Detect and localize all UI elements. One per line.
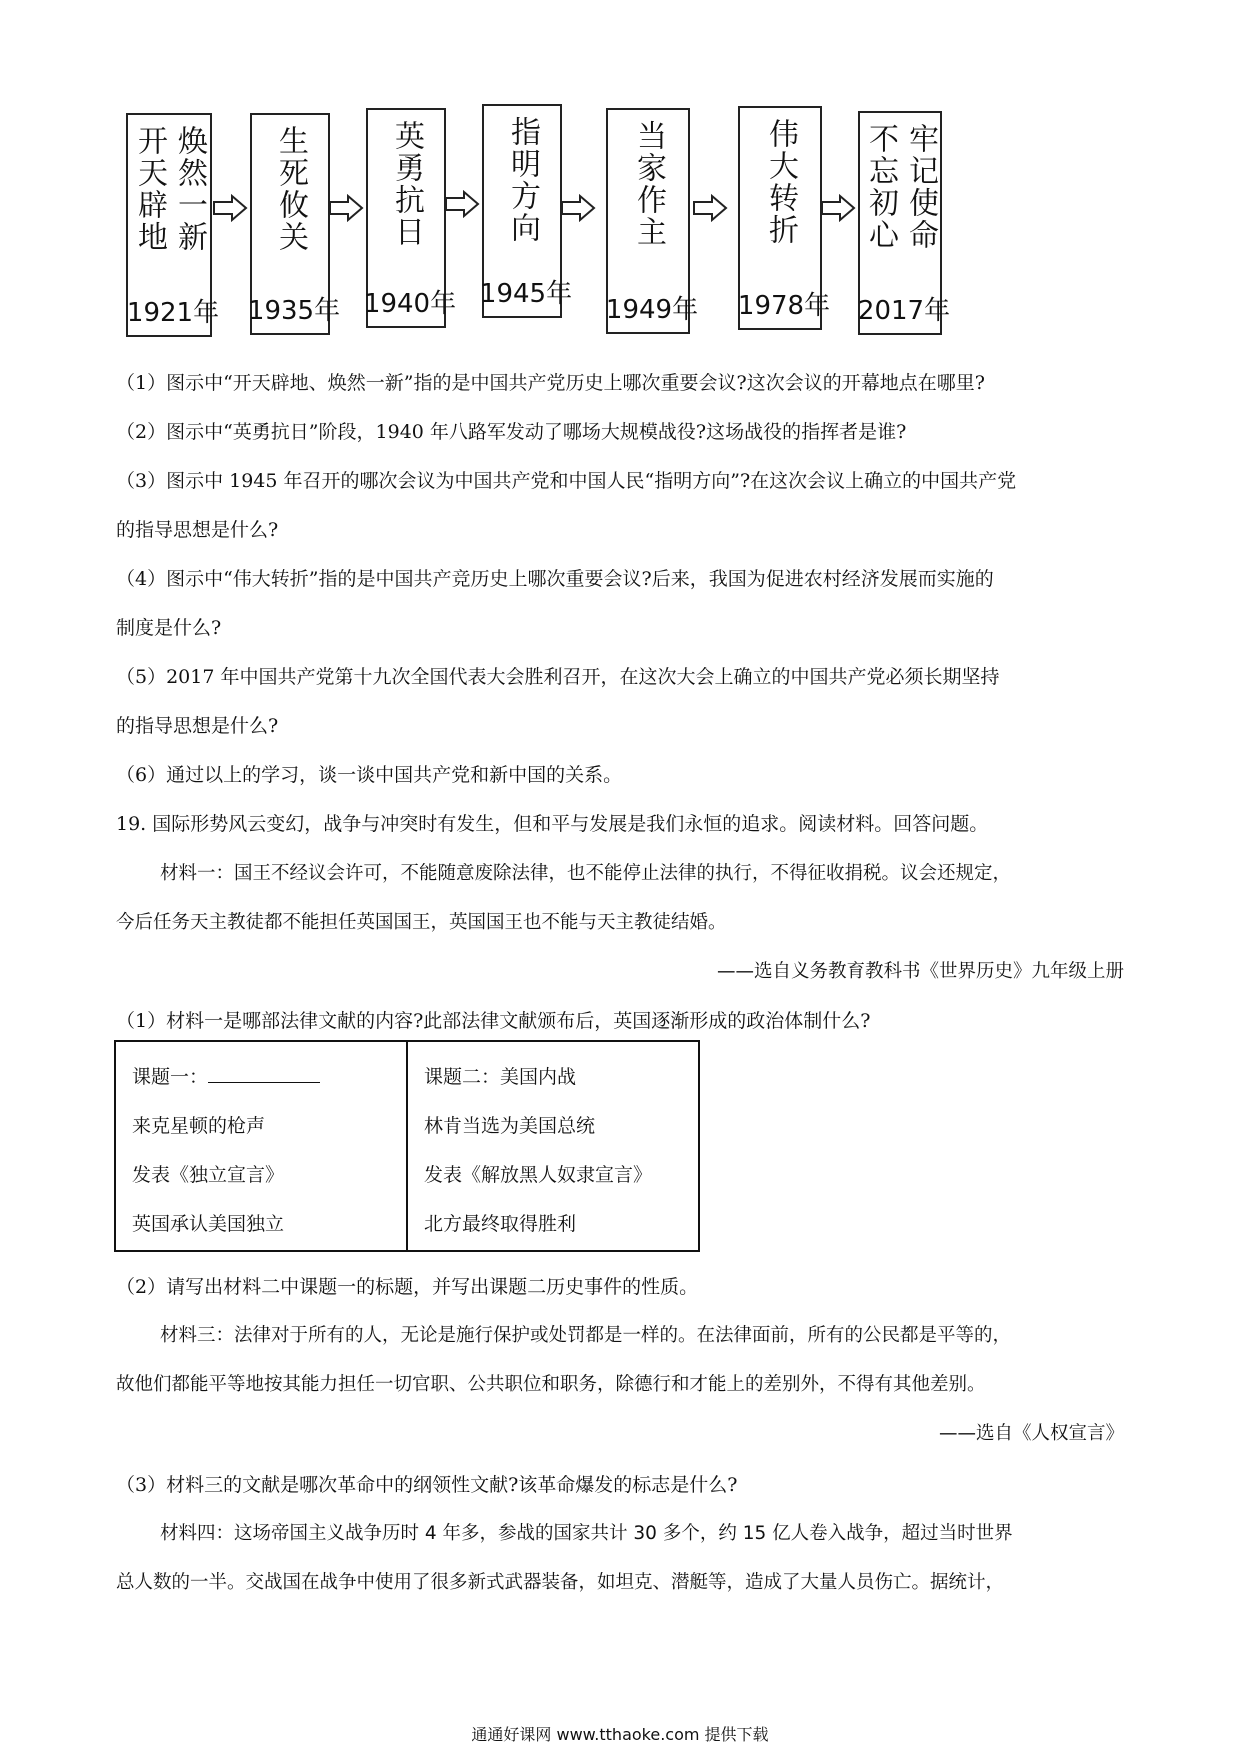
- arrow-right-icon: [444, 190, 480, 218]
- material-1-source: ——选自义务教育教科书《世界历史》九年级上册: [716, 961, 1124, 982]
- timeline-year: 2017年: [857, 296, 951, 326]
- arrow-right-icon: [692, 194, 728, 222]
- arrow-right-icon: [328, 194, 364, 222]
- material-1-cont: 今后任务天主教徒都不能担任英国国王，英国国王也不能与天主教徒结婚。: [116, 912, 727, 933]
- timeline-year: 1949年: [605, 295, 699, 325]
- q19-stem: 19. 国际形势风云变幻，战争与冲突时有发生，但和平与发展是我们永恒的追求。阅读材料。回答问题。: [116, 813, 989, 835]
- q18-sub3-cont: 的指导思想是什么?: [116, 519, 279, 541]
- q18-sub1: （1）图示中“开天辟地、焕然一新”指的是中国共产党历史上哪次重要会议?这次会议的开幕地点在哪里?: [116, 372, 985, 394]
- material-3-source: ——选自《人权宣言》: [938, 1423, 1124, 1444]
- topic-2-title: 课题二：美国内战: [424, 1066, 577, 1088]
- arrow-right-icon: [820, 194, 856, 222]
- material-4-cont: 总人数的一半。交战国在战争中使用了很多新式武器装备，如坦克、潜艇等，造成了大量人员伤亡。据统计，: [116, 1572, 1005, 1593]
- topic-table: [114, 1040, 700, 1252]
- q18-sub2: （2）图示中“英勇抗日”阶段，1940 年八路军发动了哪场大规模战役?这场战役的指挥者是谁?: [116, 421, 907, 443]
- timeline-box-1921: [126, 113, 220, 337]
- q19-sub1: （1）材料一是哪部法律文献的内容?此部法律文献颁布后，英国逐渐形成的政治体制什么?: [116, 1010, 871, 1032]
- topic-1-item: 来克星顿的枪声: [132, 1115, 266, 1137]
- q18-sub6: （6）通过以上的学习，谈一谈中国共产党和新中国的关系。: [116, 764, 623, 786]
- timeline-box-text: 英勇抗日: [389, 120, 424, 248]
- timeline-box-text: 生死攸关: [273, 125, 308, 253]
- timeline-box-text: 不忘初心: [863, 123, 898, 251]
- timeline-year: 1921年: [126, 298, 220, 328]
- topic-2-item: 北方最终取得胜利: [424, 1213, 577, 1235]
- history-timeline: [120, 108, 980, 338]
- timeline-box-text: 当家作主: [631, 120, 666, 248]
- timeline-box-1945: [479, 104, 573, 318]
- topic-2-item: 发表《解放黑人奴隶宣言》: [424, 1164, 653, 1186]
- timeline-box-1940: [363, 108, 457, 328]
- timeline-box-1935: [247, 113, 341, 335]
- arrow-right-icon: [212, 194, 248, 222]
- answer-blank[interactable]: [208, 1062, 320, 1083]
- topic-1-title: [132, 1060, 406, 1109]
- q18-sub5: （5）2017 年中国共产党第十九次全国代表大会胜利召开，在这次大会上确立的中国共产党必须长期坚持: [116, 666, 1000, 688]
- topic-1-item: 英国承认美国独立: [132, 1213, 285, 1235]
- topic-2-item: 林肯当选为美国总统: [424, 1115, 596, 1137]
- page-footer: 通通好课网 www.tthaoke.com 提供下载: [471, 1725, 769, 1744]
- q18-sub5-cont: 的指导思想是什么?: [116, 715, 279, 737]
- timeline-year: 1940年: [363, 289, 457, 319]
- q18-sub4: （4）图示中“伟大转折”指的是中国共产竞历史上哪次重要会议?后来，我国为促进农村经济发展而实施的: [116, 568, 994, 590]
- timeline-box-text: 指明方向: [505, 116, 540, 244]
- topic-1-label: 课题一：: [132, 1066, 209, 1088]
- timeline-year: 1935年: [247, 296, 341, 326]
- material-3-cont: 故他们都能平等地按其能力担任一切官职、公共职位和职务，除德行和才能上的差别外，不得有其他差别。: [116, 1374, 986, 1395]
- topic-col-1: [116, 1042, 406, 1250]
- timeline-box-text: 伟大转折: [763, 118, 798, 246]
- timeline-box-text: 焕然一新: [172, 125, 207, 253]
- timeline-box-1978: [737, 106, 831, 330]
- material-3: 材料三：法律对于所有的人，无论是施行保护或处罚都是一样的。在法律面前，所有的公民都是平等的，: [160, 1325, 1012, 1346]
- topic-col-2: [406, 1042, 698, 1250]
- material-4: 材料四：这场帝国主义战争历时 4 年多，参战的国家共计 30 多个，约 15 亿人卷入战争，超过当时世界: [160, 1523, 1013, 1544]
- timeline-year: 1945年: [479, 279, 573, 309]
- timeline-box-text: 牢记使命: [903, 123, 938, 251]
- q19-sub2: （2）请写出材料二中课题一的标题，并写出课题二历史事件的性质。: [116, 1276, 699, 1298]
- material-1: 材料一：国王不经议会许可，不能随意废除法律，也不能停止法律的执行，不得征收捐税。议会还规定，: [160, 863, 1012, 884]
- timeline-year: 1978年: [737, 291, 831, 321]
- timeline-box-text: 开天辟地: [132, 125, 167, 253]
- topic-1-item: 发表《独立宣言》: [132, 1164, 285, 1186]
- q19-sub3: （3）材料三的文献是哪次革命中的纲领性文献?该革命爆发的标志是什么?: [116, 1474, 738, 1496]
- q18-sub3: （3）图示中 1945 年召开的哪次会议为中国共产党和中国人民“指明方向”?在这次会议上确立的中国共产党: [116, 470, 1017, 492]
- timeline-box-2017: [857, 111, 951, 335]
- q18-sub4-cont: 制度是什么?: [116, 617, 222, 639]
- timeline-box-1949: [605, 108, 699, 334]
- arrow-right-icon: [560, 194, 596, 222]
